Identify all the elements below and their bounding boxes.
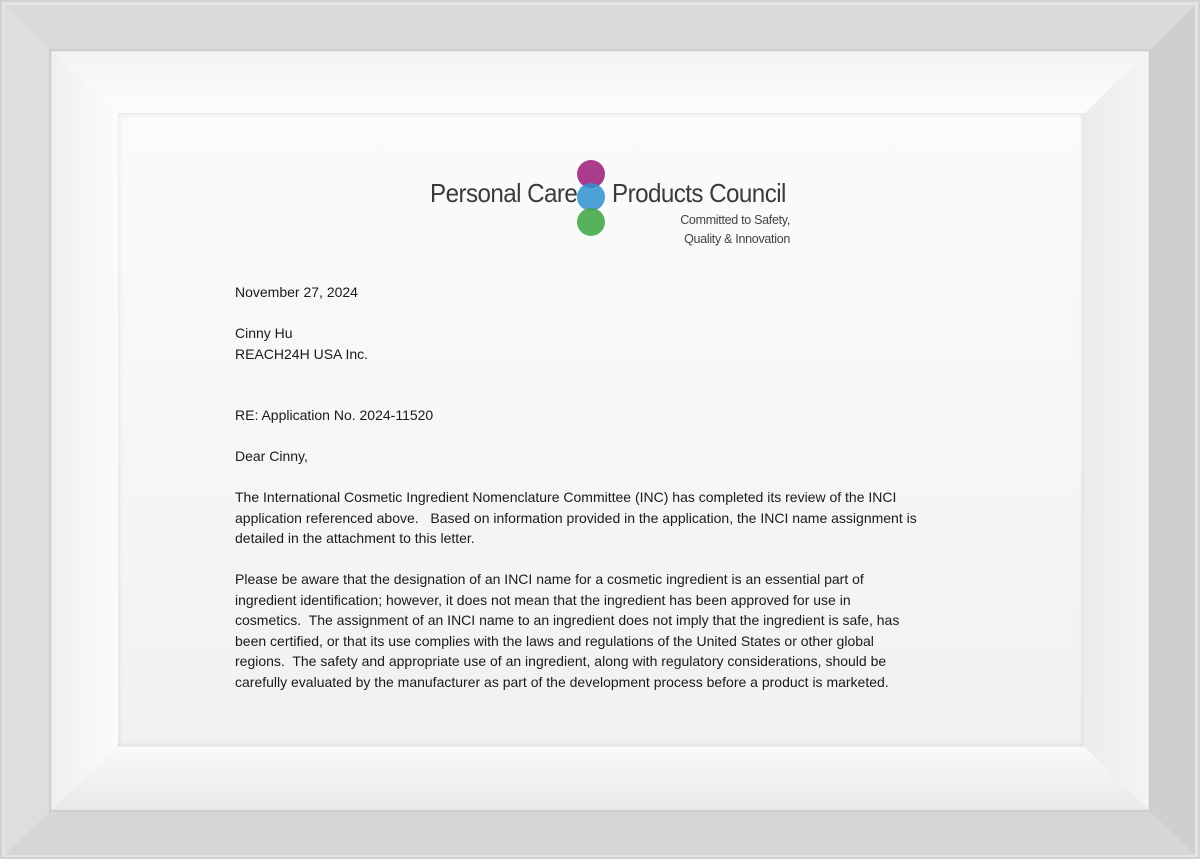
letter-paper (118, 114, 1083, 746)
paragraph-line: The International Cosmetic Ingredient Nomenclature Committee (INC) has completed its review of the INCI (235, 489, 897, 505)
frame-outer-left (5, 5, 50, 855)
logo-tagline-line-2: Quality & Innovation (684, 232, 790, 246)
mat-left (52, 52, 118, 809)
paragraph-2 (235, 569, 985, 692)
logo-circle-green (577, 208, 605, 236)
mat-bottom (52, 746, 1148, 809)
frame-outer-right (1150, 5, 1195, 855)
frame-outer-bottom (5, 811, 1195, 855)
mat-top (52, 52, 1148, 114)
logo-circles-icon (575, 160, 607, 240)
mat-right (1084, 52, 1148, 809)
paragraph-line: been certified, or that its use complies with the laws and regulations of the United States or other global (235, 632, 874, 649)
letter-body (235, 282, 985, 692)
pcpc-logo (430, 160, 790, 246)
frame-outer-top (5, 5, 1195, 50)
paragraph-line: cosmetics. The assignment of an INCI name to an ingredient does not imply that the ingredient is safe, has (235, 612, 900, 628)
paragraph-line: Please be aware that the designation of an INCI name for a cosmetic ingredient is an essential part of (235, 571, 864, 587)
logo-tagline-line-1: Committed to Safety, (680, 213, 790, 227)
paragraph-line: carefully evaluated by the manufacturer as part of the development process before a product is marketed. (235, 673, 889, 690)
paragraph-line: detailed in the attachment to this letter. (235, 530, 475, 546)
paragraph-line: ingredient identification; however, it does not mean that the ingredient has been approved for use in (235, 591, 851, 608)
logo-circle-blue (577, 183, 605, 211)
logo-name-left: Personal Care (430, 178, 578, 208)
paragraph-line: regions. The safety and appropriate use of an ingredient, along with regulatory considerations, should be (235, 653, 887, 669)
re-line: RE: Application No. 2024-11520 (235, 407, 434, 423)
letter-date: November 27, 2024 (235, 284, 358, 300)
recipient-company: REACH24H USA Inc. (235, 345, 369, 362)
recipient-name: Cinny Hu (235, 325, 293, 341)
logo-name-right: Products Council (612, 178, 786, 208)
salutation: Dear Cinny, (235, 448, 308, 464)
paragraph-line: application referenced above. Based on information provided in the application, the INCI name assignment is (235, 509, 917, 526)
paragraph-1 (235, 487, 985, 549)
